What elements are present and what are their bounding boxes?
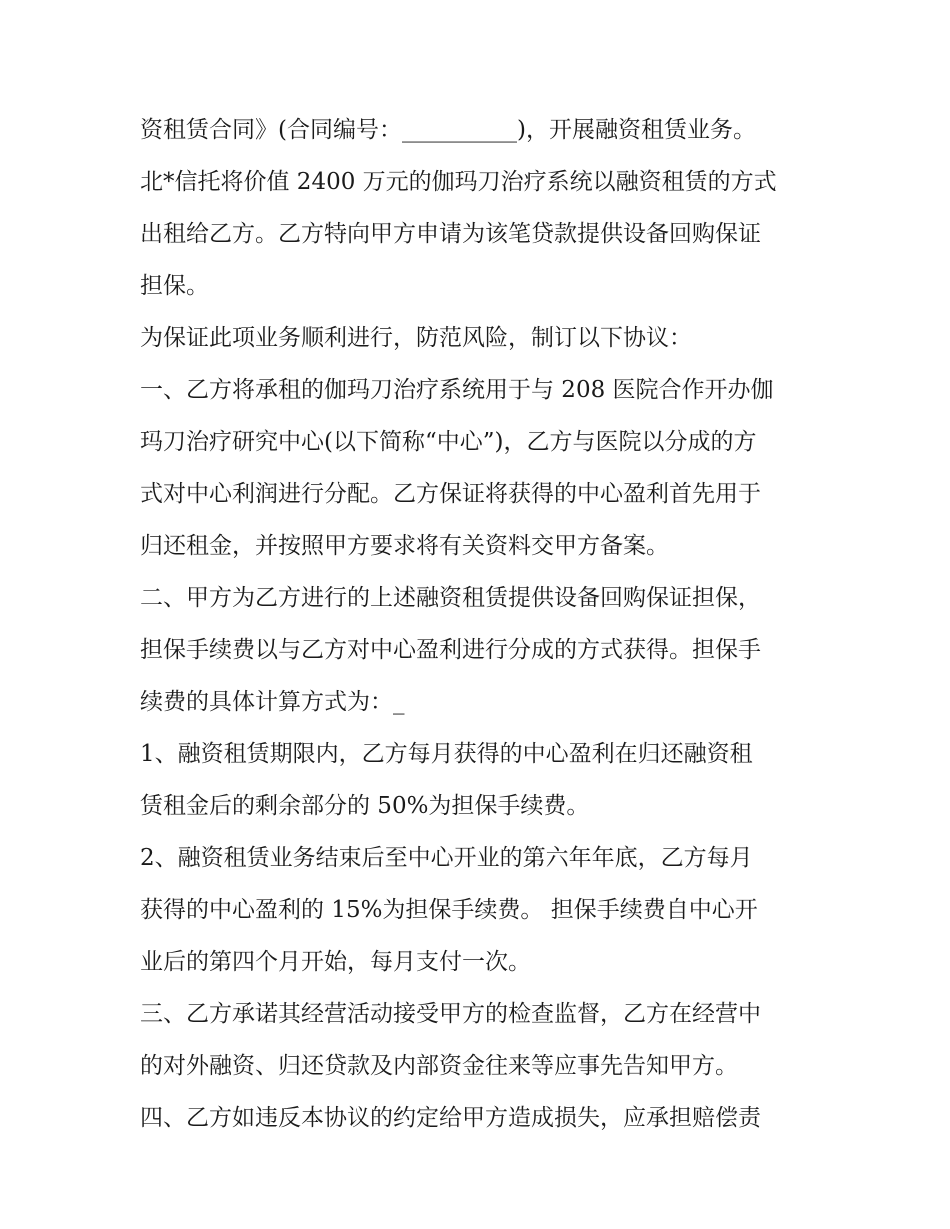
text-line: 北*信托将价值 2400 万元的伽玛刀治疗系统以融资租赁的方式 xyxy=(140,169,777,195)
text-line: 式对中心利润进行分配。乙方保证将获得的中心盈利首先用于 xyxy=(140,481,761,507)
document-body xyxy=(140,104,820,1144)
text-line: 担保。 xyxy=(140,273,209,299)
text-line: 担保手续费以与乙方对中心盈利进行分成的方式获得。担保手 xyxy=(140,637,761,663)
text-line: 续费的具体计算方式为：_ xyxy=(140,689,405,715)
text-line: 玛刀治疗研究中心(以下简称“中心”)，乙方与医院以分成的方 xyxy=(140,429,757,455)
text-line: 1、融资租赁期限内，乙方每月获得的中心盈利在归还融资租 xyxy=(140,741,753,767)
text-line: 业后的第四个月开始，每月支付一次。 xyxy=(140,949,531,975)
text-line: 为保证此项业务顺利进行，防范风险，制订以下协议： xyxy=(140,325,692,351)
text-line: 2、融资租赁业务结束后至中心开业的第六年年底，乙方每月 xyxy=(140,845,753,871)
text-line: 三、乙方承诺其经营活动接受甲方的检查监督，乙方在经营中 xyxy=(140,1001,761,1027)
text-line: 一、乙方将承租的伽玛刀治疗系统用于与 208 医院合作开办伽 xyxy=(140,377,774,403)
text-line: 赁租金后的剩余部分的 50%为担保手续费。 xyxy=(140,793,590,819)
text-line: 出租给乙方。乙方特向甲方申请为该笔贷款提供设备回购保证 xyxy=(140,221,761,247)
text-line: 的对外融资、归还贷款及内部资金往来等应事先告知甲方。 xyxy=(140,1053,738,1079)
text-line: 资租赁合同》(合同编号：__________)，开展融资租赁业务。 xyxy=(140,117,756,143)
text-line: 获得的中心盈利的 15%为担保手续费。 担保手续费自中心开 xyxy=(140,897,758,923)
text-line: 归还租金，并按照甲方要求将有关资料交甲方备案。 xyxy=(140,533,669,559)
text-line: 四、乙方如违反本协议的约定给甲方造成损失，应承担赔偿责 xyxy=(140,1105,761,1131)
text-line: 二、甲方为乙方进行的上述融资租赁提供设备回购保证担保， xyxy=(140,585,761,611)
